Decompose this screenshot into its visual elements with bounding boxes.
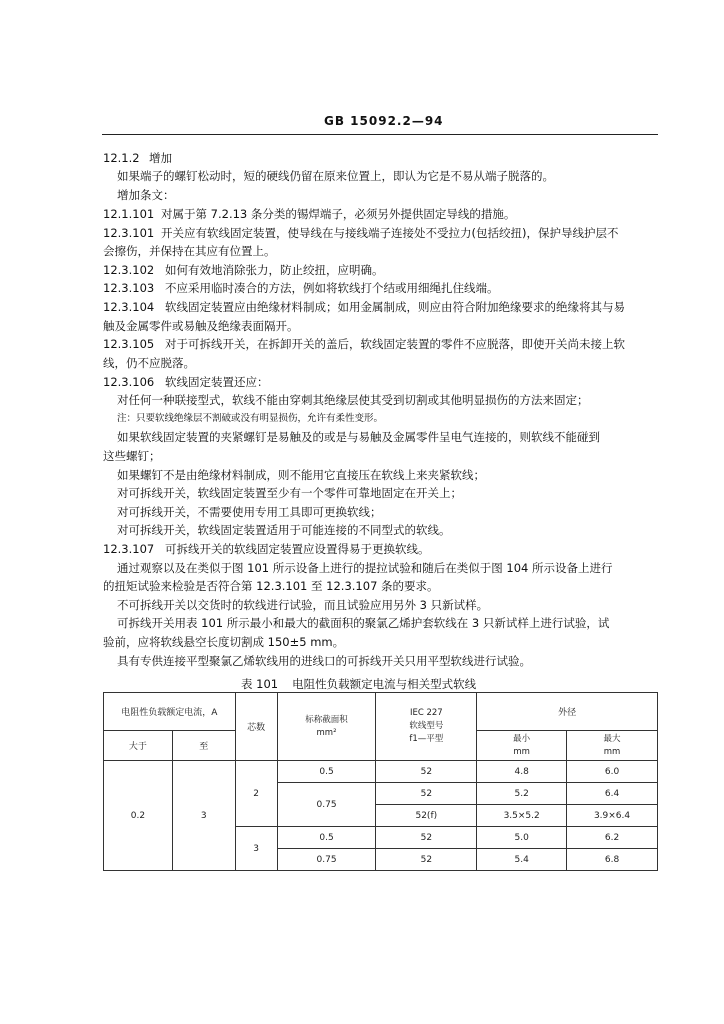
cores-value: 2 xyxy=(235,761,277,827)
max-value: 6.4 xyxy=(567,783,658,805)
type-value: 52 xyxy=(376,761,477,783)
clause-number: 12.3.105 xyxy=(103,337,155,351)
clause-text: 可拆线开关的软线固定装置应设置得易于更换软线。 xyxy=(165,542,430,556)
clause-text: 增加 xyxy=(149,151,172,165)
text-line: 对可拆线开关，不需要使用专用工具即可更换软线； xyxy=(117,505,382,519)
min-value: 5.0 xyxy=(477,827,567,849)
area-value: 0.75 xyxy=(277,783,376,827)
area-value: 0.5 xyxy=(277,761,376,783)
clause-12-3-105 xyxy=(103,337,625,351)
clause-number: 12.3.104 xyxy=(103,300,155,314)
max-value: 3.9×6.4 xyxy=(567,805,658,827)
clause-text: 软线固定装置还应： xyxy=(165,375,269,389)
clause-12-3-102 xyxy=(103,263,384,277)
text-line: 验前，应将软线悬空长度切割成 150±5 mm。 xyxy=(103,635,345,649)
clause-12-1-2 xyxy=(103,151,172,165)
min-header xyxy=(477,731,567,761)
area-header xyxy=(277,693,376,761)
max-value: 6.0 xyxy=(567,761,658,783)
clause-number: 12.3.106 xyxy=(103,375,155,389)
area-value: 0.5 xyxy=(277,827,376,849)
clause-12-3-106 xyxy=(103,375,269,389)
min-value: 5.2 xyxy=(477,783,567,805)
min-label: 最小 xyxy=(513,733,531,744)
text-line: 通过观察以及在类似于图 101 所示设备上进行的提拉试验和随后在类似于图 104 所示设备上进行 xyxy=(117,561,613,575)
min-value: 4.8 xyxy=(477,761,567,783)
clause-12-1-101 xyxy=(103,207,515,221)
above-value: 0.2 xyxy=(104,761,173,871)
max-value: 6.2 xyxy=(567,827,658,849)
min-value: 5.4 xyxy=(477,849,567,871)
rated-current-header: 电阻性负载额定电流，A xyxy=(104,693,236,731)
clause-number: 12.3.102 xyxy=(103,263,155,277)
text-line: 会擦伤，并保持在其应有位置上。 xyxy=(103,244,276,258)
max-label: 最大 xyxy=(603,733,621,744)
type-value: 52 xyxy=(376,783,477,805)
outer-diameter-header: 外径 xyxy=(477,693,658,731)
text-line: 对任何一种联接型式，软线不能由穿刺其绝缘层使其受到切割或其他明显损伤的方法来固定； xyxy=(117,393,589,407)
max-header xyxy=(567,731,658,761)
clause-12-3-107 xyxy=(103,542,430,556)
clause-text: 对属于第 7.2.13 条分类的锡焊端子，必须另外提供固定导线的措施。 xyxy=(161,207,516,221)
cores-value: 3 xyxy=(235,827,277,871)
cord-type-table xyxy=(103,692,658,871)
iec-type-label: 软线型号 xyxy=(409,721,444,731)
clause-number: 12.3.107 xyxy=(103,542,155,556)
text-line: 具有专供连接平型聚氯乙烯软线用的进线口的可拆线开关只用平型软线进行试验。 xyxy=(117,654,531,668)
clause-number: 12.3.103 xyxy=(103,281,155,295)
iec-code: IEC 227 xyxy=(409,708,443,718)
clause-12-3-101 xyxy=(103,226,618,240)
iec-type-header xyxy=(376,693,477,761)
text-line: 不可拆线开关以交货时的软线进行试验，而且试验应用另外 3 只新试样。 xyxy=(117,598,489,612)
text-line: 的扭矩试验来检验是否符合第 12.3.101 至 12.3.107 条的要求。 xyxy=(103,579,439,593)
min-unit: mm xyxy=(513,746,530,757)
text-line: 可拆线开关用表 101 所示最小和最大的截面积的聚氯乙烯护套软线在 3 只新试样上进行试验，试 xyxy=(117,616,610,630)
standard-code-header: GB 15092.2—94 xyxy=(324,114,444,128)
text-line: 线，仍不应脱落。 xyxy=(103,356,195,370)
table-number: 表 101 xyxy=(241,677,279,691)
type-value: 52(f) xyxy=(376,805,477,827)
text-line: 如果端子的螺钉松动时，短的硬线仍留在原来位置上，即认为它是不易从端子脱落的。 xyxy=(117,169,554,183)
max-value: 6.8 xyxy=(567,849,658,871)
header-rule xyxy=(102,134,658,135)
text-line: 如果软线固定装置的夹紧螺钉是易触及的或是与易触及金属零件呈电气连接的，则软线不能碰到 xyxy=(117,430,600,444)
area-label: 标称截面积 xyxy=(305,714,348,725)
table-title: 电阻性负载额定电流与相关型式软线 xyxy=(292,677,477,691)
clause-12-3-104 xyxy=(103,300,625,314)
table-caption xyxy=(241,676,476,692)
text-line: 触及金属零件或易触及绝缘表面隔开。 xyxy=(103,319,299,333)
clause-text: 对于可拆线开关，在拆卸开关的盖后，软线固定装置的零件不应脱落，即使开关尚未接上软 xyxy=(165,337,625,351)
area-value: 0.75 xyxy=(277,849,376,871)
clause-12-3-103 xyxy=(103,281,499,295)
clause-text: 软线固定装置应由绝缘材料制成；如用金属制成，则应由符合附加绝缘要求的绝缘将其与易 xyxy=(165,300,625,314)
table-row xyxy=(104,761,658,783)
type-value: 52 xyxy=(376,827,477,849)
clause-number: 12.1.101 xyxy=(103,207,155,221)
text-line: 对可拆线开关，软线固定装置适用于可能连接的不同型式的软线。 xyxy=(117,523,451,537)
above-header: 大于 xyxy=(104,731,173,761)
text-line: 这些螺钉； xyxy=(103,449,161,463)
cores-header: 芯数 xyxy=(235,693,277,761)
upto-value: 3 xyxy=(172,761,235,871)
upto-header: 至 xyxy=(172,731,235,761)
clause-number: 12.1.2 xyxy=(103,151,140,165)
clause-text: 不应采用临时凑合的方法，例如将软线打个结或用细绳扎住线端。 xyxy=(165,281,499,295)
max-unit: mm xyxy=(603,746,621,757)
type-value: 52 xyxy=(376,849,477,871)
area-unit: mm² xyxy=(316,727,337,738)
note-line: 注：只要软线绝缘层不割破或没有明显损伤，允许有柔性变形。 xyxy=(117,413,384,424)
clause-text: 开关应有软线固定装置，使导线在与接线端子连接处不受拉力(包括绞扭)，保护导线护层不 xyxy=(161,226,619,240)
text-line: 对可拆线开关，软线固定装置至少有一个零件可靠地固定在开关上； xyxy=(117,486,462,500)
text-line: 增加条文： xyxy=(117,188,175,202)
clause-number: 12.3.101 xyxy=(103,226,155,240)
clause-text: 如何有效地消除张力，防止绞扭，应明确。 xyxy=(165,263,384,277)
min-value: 3.5×5.2 xyxy=(477,805,567,827)
text-line: 如果螺钉不是由绝缘材料制成，则不能用它直接压在软线上来夹紧软线； xyxy=(117,468,485,482)
iec-flat-label: f1—平型 xyxy=(409,734,444,744)
